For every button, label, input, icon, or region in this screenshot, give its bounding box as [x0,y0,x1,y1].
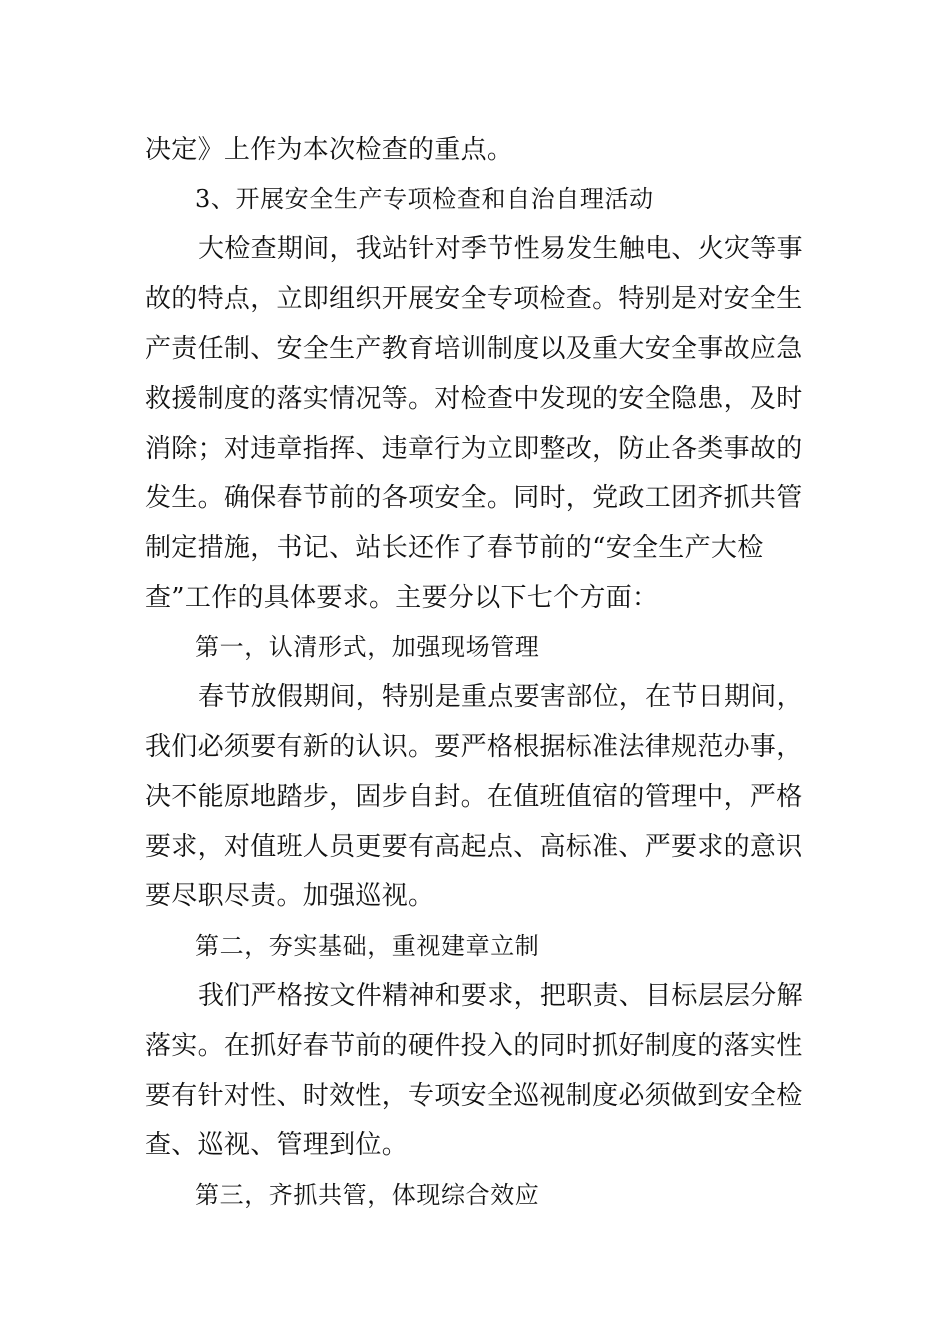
body-text-line: 消除；对违章指挥、违章行为立即整改，防止各类事故的 [145,434,803,464]
body-text-line: 要有针对性、时效性，专项安全巡视制度必须做到安全检 [145,1081,803,1111]
subsection-heading: 第一，认清形式，加强现场管理 [195,633,540,661]
body-text-line: 制定措施，书记、站长还作了春节前的“安全生产大检 [145,533,764,563]
body-text-line: 救援制度的落实情况等。对检查中发现的安全隐患，及时 [145,384,803,414]
body-text-line: 落实。在抓好春节前的硬件投入的同时抓好制度的落实性 [145,1031,803,1061]
body-text-line: 产责任制、安全生产教育培训制度以及重大安全事故应急 [145,334,803,364]
subsection-heading: 第三，齐抓共管，体现综合效应 [195,1181,540,1209]
paragraph-first-line: 我们严格按文件精神和要求，把职责、目标层层分解 [198,981,803,1011]
body-text-line: 要求，对值班人员更要有高起点、高标准、严要求的意识 [145,832,803,862]
paragraph-first-line: 大检查期间，我站针对季节性易发生触电、火灾等事 [198,234,803,264]
body-text-line: 要尽职尽责。加强巡视。 [145,881,435,911]
subsection-heading: 第二，夯实基础，重视建章立制 [195,932,540,960]
paragraph-first-line: 春节放假期间，特别是重点要害部位，在节日期间， [198,682,803,712]
body-text-line: 发生。确保春节前的各项安全。同时，党政工团齐抓共管 [145,483,803,513]
body-text-line: 决不能原地踏步，固步自封。在值班值宿的管理中，严格 [145,782,803,812]
body-text-line: 查、巡视、管理到位。 [145,1130,409,1160]
section-heading: 3、开展安全生产专项检查和自治自理活动 [195,185,654,213]
body-text-line: 故的特点，立即组织开展安全专项检查。特别是对安全生 [145,284,803,314]
body-text-line: 我们必须要有新的认识。要严格根据标准法律规范办事， [145,732,803,762]
body-text-line: 决定》上作为本次检查的重点。 [145,135,514,165]
body-text-line: 查”工作的具体要求。主要分以下七个方面： [145,583,659,613]
